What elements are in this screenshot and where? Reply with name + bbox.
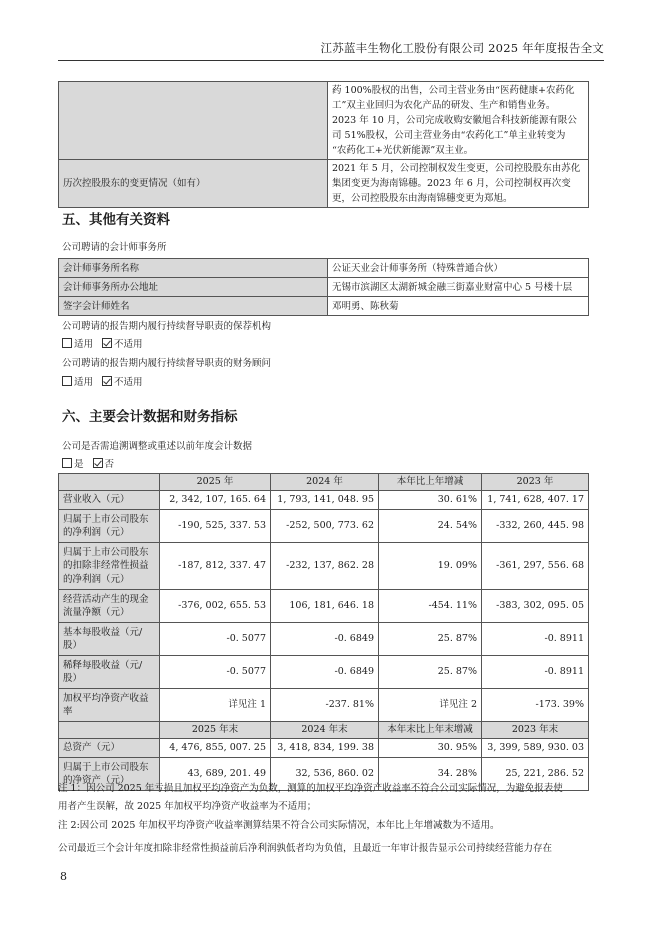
table-cell: 无锡市滨湖区太湖新城金融三街嘉业财富中心 5 号楼十层: [328, 278, 589, 297]
table-value-cell: -376, 002, 655. 53: [160, 590, 271, 623]
restate-question: 公司是否需追溯调整或重述以前年度会计数据: [62, 441, 253, 452]
applicable-label: 适用: [74, 377, 94, 388]
table-label-cell: [59, 656, 160, 689]
row-label-line: 营业收入（元）: [63, 494, 130, 506]
table-value-cell: 25, 221, 286. 52: [482, 758, 589, 791]
table-header-cell: 2025 年: [160, 474, 271, 491]
row-label-line: 的净利润（元）: [63, 527, 130, 538]
table-value-cell: 详见注 1: [160, 689, 271, 722]
table-value-cell: 25. 87%: [379, 623, 482, 656]
table-header-cell: 本年末比上年末增减: [379, 722, 482, 739]
not-applicable-label: 不适用: [114, 339, 143, 350]
table-value-cell: -0. 6849: [271, 656, 379, 689]
table-row: [59, 259, 589, 278]
row-label-line: 归属于上市公司股东: [63, 761, 149, 773]
not-applicable-label: 不适用: [114, 377, 143, 388]
note-2: 注 2:因公司 2025 年加权平均净资产收益率测算结果不符合公司实际情况，本年比上年增减数为不适用。: [58, 820, 500, 831]
table-value-cell: 3, 418, 834, 199. 38: [271, 739, 379, 758]
not-applicable-checkbox[interactable]: [102, 376, 112, 386]
table-row: [59, 491, 589, 510]
section-title: 六、主要会计数据和财务指标: [62, 409, 238, 425]
row-label-line: 率: [63, 706, 73, 717]
cell-text-line: 药 100%股权的出售，公司主营业务由“医药健康+农药化: [332, 85, 575, 96]
row-label-line: 的净利润（元）: [63, 573, 130, 585]
table-header-cell: 2023 年末: [482, 722, 589, 739]
table-value-cell: -237. 81%: [271, 689, 379, 722]
table-value-cell: -252, 500, 773. 62: [271, 510, 379, 543]
accounting-firm-table: [58, 258, 589, 316]
table-value-cell: 详见注 2: [379, 689, 482, 722]
table-label-cell: 会计师事务所办公地址: [59, 278, 328, 297]
table-label-cell: 历次控股股东的变更情况（如有）: [59, 160, 328, 208]
row-label-line: 总资产（元）: [63, 742, 121, 754]
going-concern-text: 公司最近三个会计年度扣除非经常性损益前后净利润孰低者均为负值，且最近一年审计报告显示公司持续经营能力存在: [58, 843, 553, 854]
sponsor-caption: 公司聘请的报告期内履行持续督导职责的保荐机构: [62, 321, 272, 332]
row-label-line: 股）: [63, 673, 83, 684]
table-cell: [328, 160, 589, 208]
table-header-cell: [59, 474, 160, 491]
table-value-cell: 19. 09%: [379, 543, 482, 590]
table-value-cell: 32, 536, 860. 02: [271, 758, 379, 791]
table-row: [59, 623, 589, 656]
table-header-cell: 2023 年: [482, 474, 589, 491]
header-rule: [58, 60, 604, 61]
accounting-firm-caption: 公司聘请的会计师事务所: [62, 242, 167, 253]
table-row: [59, 590, 589, 623]
row-label-line: 归属于上市公司股东: [63, 546, 149, 558]
table-value-cell: 30. 61%: [379, 491, 482, 510]
row-label-line: 加权平均净资产收益: [63, 692, 149, 704]
table-header-row: [59, 722, 589, 739]
yes-checkbox[interactable]: [62, 458, 72, 468]
no-checkbox[interactable]: [93, 458, 103, 468]
table-value-cell: 25. 87%: [379, 656, 482, 689]
table-cell: 公证天业会计师事务所（特殊普通合伙）: [328, 259, 589, 278]
cell-text-line: 2023 年 10 月，公司完成收购安徽旭合科技新能源有限公: [332, 115, 577, 126]
table-header-cell: [59, 722, 160, 739]
applicable-checkbox[interactable]: [62, 376, 72, 386]
row-label-line: 经营活动产生的现金: [63, 593, 149, 605]
table-row: [59, 510, 589, 543]
row-label-line: 归属于上市公司股东: [63, 513, 149, 525]
table-value-cell: 43, 689, 201. 49: [160, 758, 271, 791]
section-title: 五、其他有关资料: [62, 212, 170, 228]
table-row: [59, 689, 589, 722]
table-value-cell: -332, 260, 445. 98: [482, 510, 589, 543]
not-applicable-checkbox[interactable]: [102, 338, 112, 348]
cell-text-line: 司 51%股权，公司主营业务由“农药化工”单主业转变为: [332, 130, 566, 141]
applicable-checkbox[interactable]: [62, 338, 72, 348]
table-value-cell: 1, 793, 141, 048. 95: [271, 491, 379, 510]
table-value-cell: -232, 137, 862. 28: [271, 543, 379, 590]
table-header-cell: 2024 年末: [271, 722, 379, 739]
table-label-cell: [59, 689, 160, 722]
table-value-cell: -173. 39%: [482, 689, 589, 722]
table-header-cell: 2024 年: [271, 474, 379, 491]
table-value-cell: -0. 6849: [271, 623, 379, 656]
table-value-cell: -0. 5077: [160, 656, 271, 689]
table-cell: [328, 82, 589, 160]
page-number: 8: [60, 870, 67, 883]
table-header-cell: 2025 年末: [160, 722, 271, 739]
table-value-cell: 106, 181, 646. 18: [271, 590, 379, 623]
note-1-line: 用者产生误解，故 2025 年加权平均净资产收益率为不适用；: [58, 801, 317, 812]
controlling-shareholder-table: [58, 81, 589, 208]
applicable-label: 适用: [74, 339, 94, 350]
table-value-cell: 4, 476, 855, 007. 25: [160, 739, 271, 758]
table-cell: 邓明勇、陈秋菊: [328, 297, 589, 316]
row-label-line: 流量净额（元）: [63, 607, 130, 618]
table-value-cell: 34. 28%: [379, 758, 482, 791]
table-row: [59, 278, 589, 297]
note-1-line: 注 1：因公司 2025 年亏损且加权平均净资产为负数，测算的加权平均净资产收益率不符合公司实际情况，为避免报表使: [58, 783, 563, 794]
report-header-title: 江苏蓝丰生物化工股份有限公司 2025 年年度报告全文: [320, 41, 604, 55]
sponsor-checkbox-row: [62, 336, 143, 350]
table-label-cell: [59, 543, 160, 590]
table-cell: [59, 82, 328, 160]
cell-text-line: 集团变更为海南锦穗。2023 年 6 月，公司控制权再次变: [332, 178, 571, 189]
table-label-cell: 会计师事务所名称: [59, 259, 328, 278]
table-value-cell: -187, 812, 337. 47: [160, 543, 271, 590]
note-1: [58, 780, 588, 816]
row-label-line: 基本每股收益（元/: [63, 626, 143, 638]
table-value-cell: 1, 741, 628, 407. 17: [482, 491, 589, 510]
no-label: 否: [104, 459, 115, 470]
table-row: [59, 739, 589, 758]
table-value-cell: 24. 54%: [379, 510, 482, 543]
table-label-cell: [59, 739, 160, 758]
table-header-cell: 本年比上年增减: [379, 474, 482, 491]
table-label-cell: 签字会计师姓名: [59, 297, 328, 316]
table-value-cell: -361, 297, 556. 68: [482, 543, 589, 590]
table-value-cell: 3, 399, 589, 930. 03: [482, 739, 589, 758]
table-value-cell: -190, 525, 337. 53: [160, 510, 271, 543]
cell-text-line: 2021 年 5 月，公司控制权发生变更，公司控股股东由苏化: [332, 163, 581, 174]
table-label-cell: [59, 491, 160, 510]
row-label-line: 股）: [63, 640, 83, 651]
table-row: [59, 82, 589, 160]
table-value-cell: -0. 8911: [482, 623, 589, 656]
table-value-cell: 30. 95%: [379, 739, 482, 758]
table-label-cell: [59, 590, 160, 623]
table-row: [59, 656, 589, 689]
table-value-cell: -454. 11%: [379, 590, 482, 623]
table-row: [59, 543, 589, 590]
financial-data-table: [58, 473, 589, 791]
cell-text-line: “农药化工+光伏新能源”双主业。: [332, 145, 474, 156]
row-label-line: 稀释每股收益（元/: [63, 659, 143, 671]
yes-label: 是: [74, 459, 84, 470]
cell-text-line: 更，公司控股股东由海南锦穗变更为郑旭。: [332, 193, 513, 204]
table-label-cell: [59, 510, 160, 543]
advisor-checkbox-row: [62, 374, 143, 388]
advisor-caption: 公司聘请的报告期内履行持续督导职责的财务顾问: [62, 358, 272, 369]
row-label-line: 的扣除非经常性损益: [63, 560, 149, 572]
table-value-cell: 2, 342, 107, 165. 64: [160, 491, 271, 510]
table-row: [59, 160, 589, 208]
cell-text-line: 工”双主业回归为农化产品的研发、生产和销售业务。: [332, 100, 556, 111]
table-label-cell: [59, 623, 160, 656]
table-row: [59, 297, 589, 316]
table-value-cell: -0. 5077: [160, 623, 271, 656]
restate-checkbox-row: [62, 456, 114, 470]
row-label-line: 的净资产（元）: [63, 775, 130, 786]
table-value-cell: -0. 8911: [482, 656, 589, 689]
table-value-cell: -383, 302, 095. 05: [482, 590, 589, 623]
table-header-row: [59, 474, 589, 491]
